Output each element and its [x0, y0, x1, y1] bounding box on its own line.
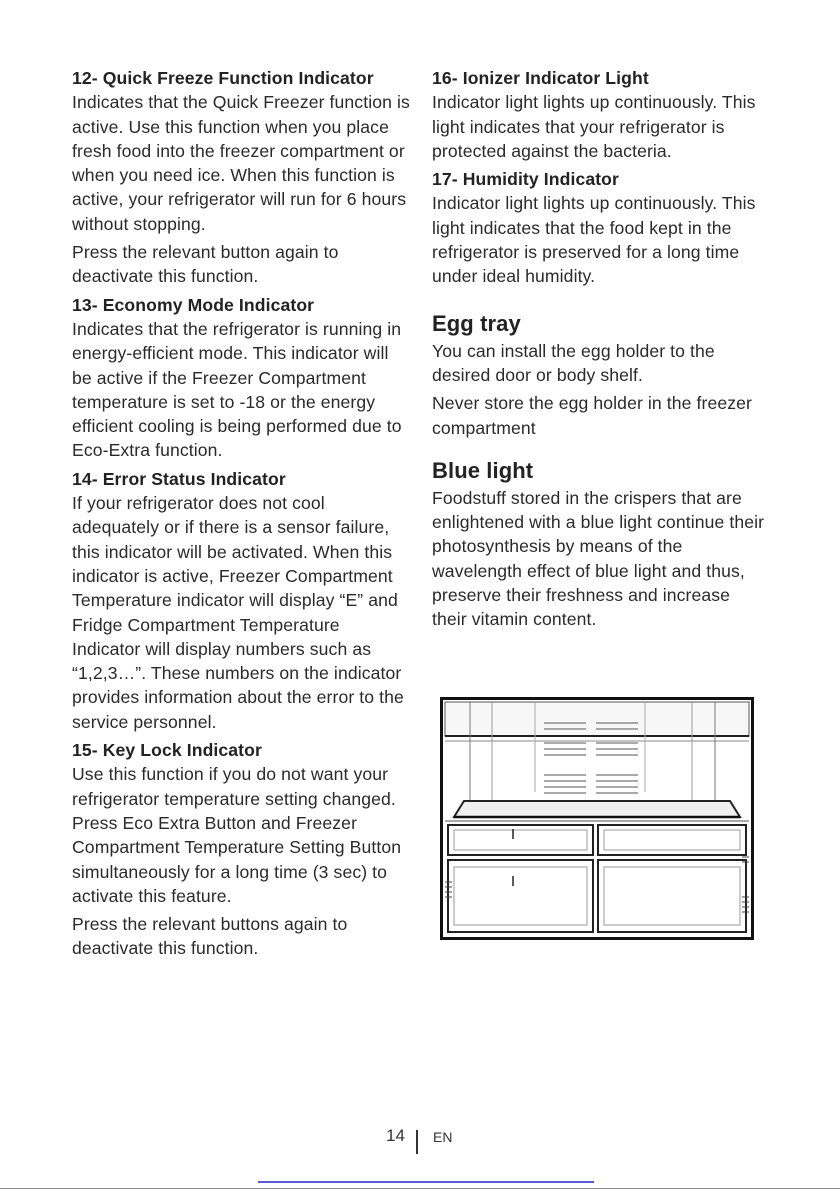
key-lock-heading: 15- Key Lock Indicator — [72, 740, 262, 761]
egg-tray-heading: Egg tray — [432, 310, 521, 336]
left-column — [72, 66, 412, 965]
humidity-description: Indicator light lights up continuously. This light indicates that the food kept in the refrigerator is preserved for a long time under ideal humidity. — [432, 193, 756, 287]
right-column — [432, 66, 768, 636]
economy-mode-description: Indicates that the refrigerator is running in energy-efficient mode. This indicator will be active if the Freezer Compartment temperature is set to -18 or the energy efficient cooling is being performed due to Eco-Extra function. — [72, 318, 402, 461]
blue-light-heading: Blue light — [432, 457, 534, 483]
egg-tray-text-1: You can install the egg holder to the desired door or body shelf. — [432, 340, 715, 385]
bottom-link-underline — [258, 1181, 594, 1183]
key-lock-deactivate-text: Press the relevant buttons again to deactivate this function. — [72, 914, 348, 959]
ionizer-heading: 16- Ionizer Indicator Light — [432, 68, 649, 88]
economy-mode-heading: 13- Economy Mode Indicator — [72, 294, 315, 315]
bottom-border-line — [0, 1188, 840, 1189]
error-status-description: If your refrigerator does not cool adequately or if there is a sensor failure, this indicator will be activated. When this indicator is active, Freezer Compartment Temperature indicator will display “E” and Fridge Compartment Temperature Indicator will display numbers such as “1,2,3…”. These numbers on the indicator provides information about the error to the service personnel. — [72, 493, 404, 732]
page-number: 14 — [386, 1126, 405, 1145]
fridge-interior-illustration — [440, 697, 754, 940]
quick-freeze-description: Indicates that the Quick Freezer function is active. Use this function when you place fresh food into the freezer compartment or when you need ice. When this function is active, your refrigerator will run for 6 hours without stopping. — [72, 92, 410, 234]
ionizer-description: Indicator light lights up continuously. This light indicates that your refrigerator is protected against the bacteria. — [432, 92, 756, 161]
egg-tray-text-2: Never store the egg holder in the freezer compartment — [432, 393, 752, 438]
humidity-heading: 17- Humidity Indicator — [432, 169, 619, 190]
language-code: EN — [433, 1129, 453, 1145]
quick-freeze-deactivate-text: Press the relevant button again to deactivate this function. — [72, 242, 339, 287]
quick-freeze-heading: 12- Quick Freeze Function Indicator — [72, 68, 374, 88]
error-status-heading: 14- Error Status Indicator — [72, 468, 286, 489]
key-lock-description: Use this function if you do not want your refrigerator temperature setting changed. Press Eco Extra Button and Freezer Compartment Temperature Setting Button simultaneously for a long time (3 sec) to activate this feature. — [72, 764, 402, 906]
footer-separator — [416, 1130, 418, 1154]
blue-light-description: Foodstuff stored in the crispers that are enlightened with a blue light continue their photosynthesis by means of the wavelength effect of blue light and thus, preserve their freshness and increase their vitamin content. — [432, 487, 765, 630]
